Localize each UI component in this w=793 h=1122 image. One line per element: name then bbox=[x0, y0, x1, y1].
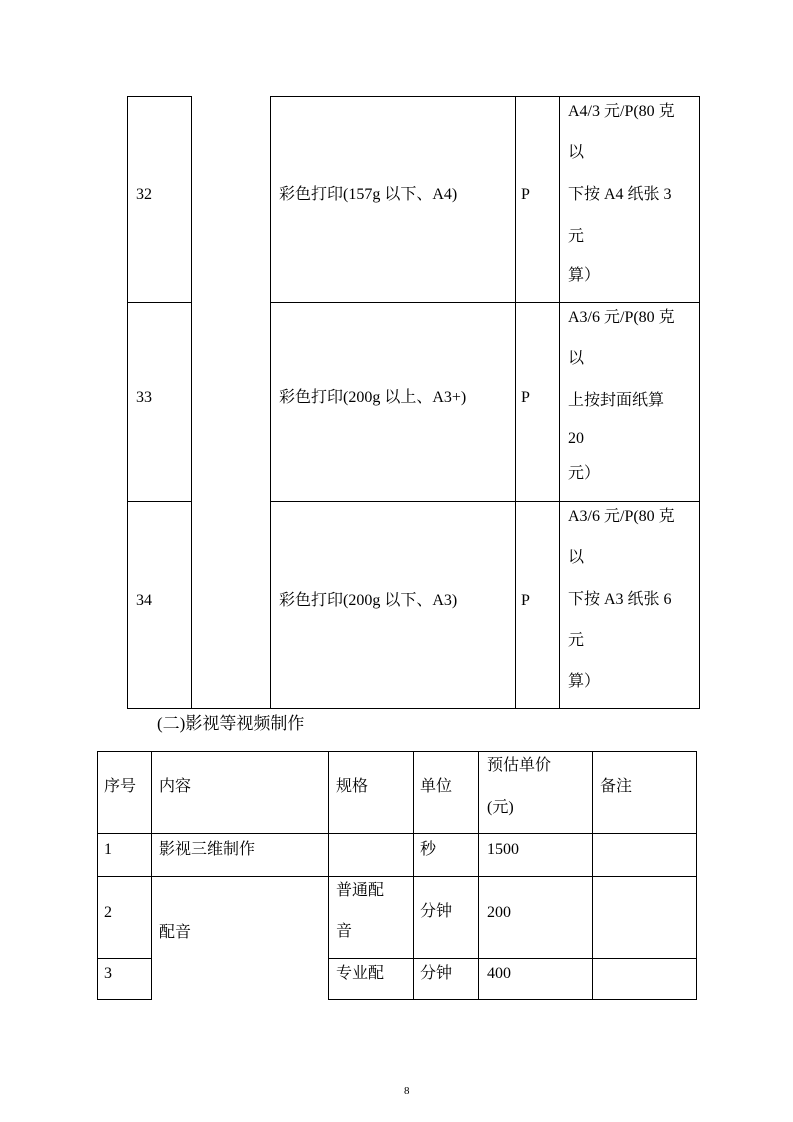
rule bbox=[328, 999, 697, 1000]
row-unit: P bbox=[521, 389, 530, 406]
rule bbox=[127, 96, 128, 709]
row-unit: P bbox=[521, 592, 530, 609]
section-title: (二)影视等视频制作 bbox=[157, 714, 305, 733]
row-note-line: 元） bbox=[568, 465, 601, 482]
rule bbox=[559, 96, 560, 709]
row-note-line: 算） bbox=[568, 673, 601, 690]
rule bbox=[270, 302, 700, 303]
page-number: 8 bbox=[404, 1085, 410, 1097]
row-note-line: 下按 A3 纸张 6 bbox=[568, 591, 672, 608]
header-note: 备注 bbox=[600, 778, 633, 795]
rule bbox=[696, 751, 697, 1000]
rule bbox=[97, 999, 151, 1000]
row-content: 配音 bbox=[159, 924, 192, 941]
rule bbox=[97, 751, 98, 1000]
row-note-line: 算） bbox=[568, 267, 601, 284]
row-content: 彩色打印(200g 以下、A3) bbox=[279, 592, 458, 609]
row-number: 32 bbox=[136, 186, 152, 203]
header-spec: 规格 bbox=[336, 778, 369, 795]
rule bbox=[97, 751, 697, 752]
rule bbox=[413, 751, 414, 1000]
rule bbox=[478, 751, 479, 1000]
header-content: 内容 bbox=[159, 778, 192, 795]
row-note-line: 下按 A4 纸张 3 bbox=[568, 186, 672, 203]
rule bbox=[97, 833, 697, 834]
row-content: 彩色打印(200g 以上、A3+) bbox=[279, 389, 467, 406]
row-note-line: A4/3 元/P(80 克 bbox=[568, 103, 675, 120]
header-no: 序号 bbox=[104, 778, 137, 795]
header-price-unit: (元) bbox=[487, 799, 514, 816]
row-note-line: A3/6 元/P(80 克 bbox=[568, 309, 675, 326]
rule bbox=[699, 96, 700, 709]
rule bbox=[151, 751, 152, 1000]
row-number: 33 bbox=[136, 389, 152, 406]
rule bbox=[328, 958, 697, 959]
rule bbox=[328, 751, 329, 1000]
row-unit: 秒 bbox=[420, 841, 437, 858]
row-note-line: 20 bbox=[568, 430, 584, 447]
row-unit: 分钟 bbox=[420, 965, 453, 982]
rule bbox=[97, 958, 151, 959]
row-price: 400 bbox=[487, 965, 511, 982]
row-number: 34 bbox=[136, 592, 152, 609]
row-number: 2 bbox=[104, 904, 112, 921]
rule bbox=[127, 708, 700, 709]
row-number: 3 bbox=[104, 965, 112, 982]
rule bbox=[127, 501, 191, 502]
row-note-line: 以 bbox=[568, 144, 585, 161]
row-spec-line: 音 bbox=[336, 923, 353, 940]
row-price: 1500 bbox=[487, 841, 519, 858]
row-note-line: 上按封面纸算 bbox=[568, 392, 665, 409]
row-price: 200 bbox=[487, 904, 511, 921]
row-number: 1 bbox=[104, 841, 112, 858]
row-content: 影视三维制作 bbox=[159, 841, 256, 858]
rule bbox=[592, 751, 593, 1000]
row-content: 彩色打印(157g 以下、A4) bbox=[279, 186, 458, 203]
header-unit: 单位 bbox=[420, 778, 453, 795]
rule bbox=[270, 501, 700, 502]
rule bbox=[515, 96, 516, 709]
row-note-line: 以 bbox=[568, 549, 585, 566]
row-note-line: 以 bbox=[568, 350, 585, 367]
rule bbox=[270, 96, 271, 709]
row-note-line: 元 bbox=[568, 632, 585, 649]
row-note-line: 元 bbox=[568, 228, 585, 245]
row-unit: 分钟 bbox=[420, 903, 453, 920]
row-unit: P bbox=[521, 186, 530, 203]
row-spec: 专业配 bbox=[336, 965, 385, 982]
rule bbox=[97, 876, 697, 877]
rule bbox=[127, 96, 191, 97]
rule bbox=[270, 96, 700, 97]
rule bbox=[127, 302, 191, 303]
rule bbox=[191, 96, 192, 709]
row-note-line: A3/6 元/P(80 克 bbox=[568, 508, 675, 525]
row-spec-line: 普通配 bbox=[336, 882, 385, 899]
header-price: 预估单价 bbox=[487, 757, 552, 774]
